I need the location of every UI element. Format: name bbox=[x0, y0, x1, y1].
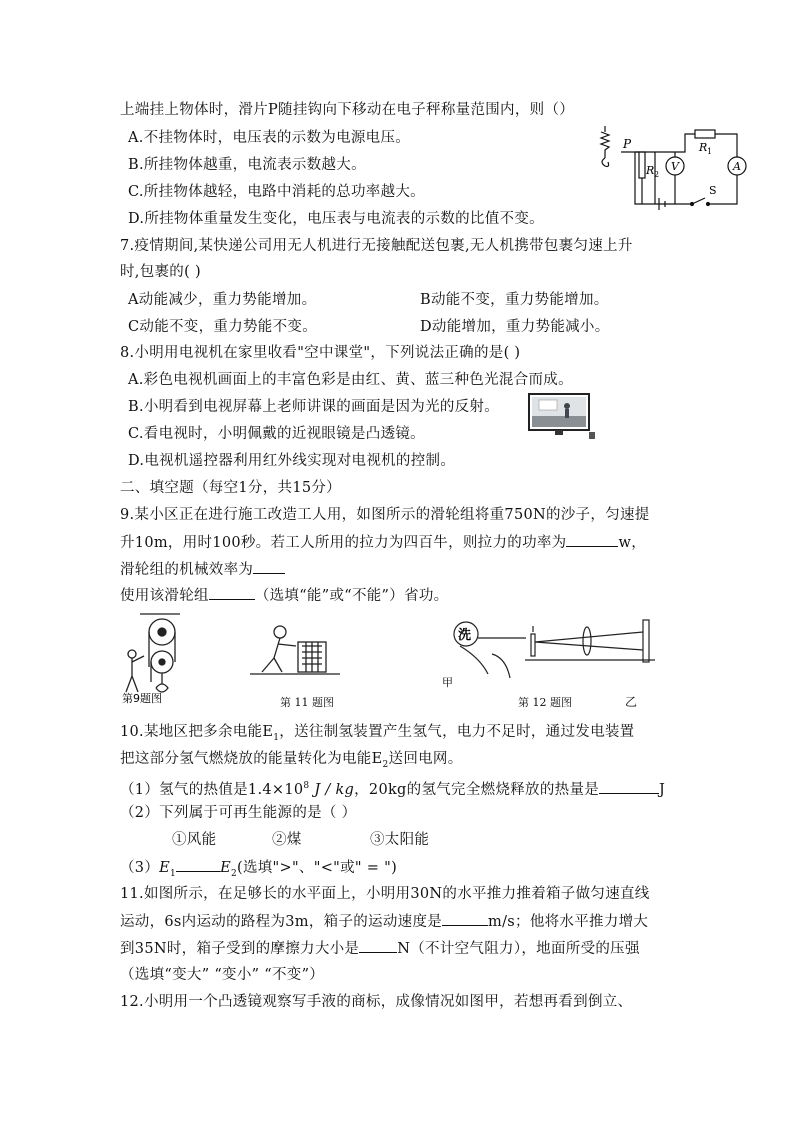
q7-option-b: B动能不变，重力势能增加。 bbox=[420, 292, 609, 308]
push-box-figure bbox=[240, 622, 350, 704]
q7-option-c: C动能不变，重力势能不变。 bbox=[128, 319, 317, 335]
label-a: A bbox=[733, 160, 741, 173]
q9-line-1: 9.某小区正在进行施工改造工人用，如图所示的滑轮组将重750N的沙子，匀速提 bbox=[120, 507, 650, 523]
q7-stem-2: 时,包裹的( ) bbox=[120, 264, 201, 280]
q8-stem: 8.小明用电视机在家里收看"空中课堂"，下列说法正确的是( ) bbox=[120, 345, 521, 361]
q9-l3-text: 滑轮组的机械效率为 bbox=[120, 562, 254, 578]
q8-option-d: D.电视机遥控器利用红外线实现对电视机的控制。 bbox=[128, 453, 456, 469]
tv-image bbox=[527, 392, 599, 442]
q10-e2-sub: 2 bbox=[230, 868, 237, 879]
q11-l2-text: 运动，6s内运动的路程为3m，箱子的运动速度是 bbox=[120, 914, 443, 930]
q7-option-d: D动能增加，重力势能减小。 bbox=[420, 319, 610, 335]
q10-line-1 bbox=[120, 722, 634, 748]
label-p: P bbox=[623, 137, 632, 151]
lens-bench-figure bbox=[525, 612, 665, 672]
q11-l2-text-b: m/s；他将水平推力增大 bbox=[488, 914, 649, 930]
q9-blank-power[interactable] bbox=[566, 532, 618, 547]
q11-line-2 bbox=[120, 911, 648, 932]
q10-blank-heat[interactable] bbox=[599, 779, 659, 794]
q8-option-a: A.彩色电视机画面上的丰富色彩是由红、黄、蓝三种色光混合而成。 bbox=[128, 372, 573, 388]
q6-option-c: C.所挂物体越轻，电路中消耗的总功率越大。 bbox=[128, 184, 425, 200]
q9-line-2 bbox=[120, 532, 646, 553]
cap12: 第 12 题图 bbox=[518, 696, 572, 709]
label-v: V bbox=[671, 160, 679, 173]
label-r2: R bbox=[646, 164, 655, 177]
label-r2-sub: 2 bbox=[654, 170, 660, 179]
q10-l2-text-b: 送回电网。 bbox=[388, 751, 463, 767]
q10-choice-3: ③太阳能 bbox=[370, 832, 430, 848]
q10-l1-text: 10.某地区把多余电能E bbox=[120, 724, 274, 740]
q10-line-2 bbox=[120, 749, 463, 775]
q10-l2-text: 把这部分氢气燃烧放的能量转化为电能E bbox=[120, 751, 383, 767]
q8-option-b: B.小明看到电视屏幕上老师讲课的画面是因为光的反射。 bbox=[128, 399, 500, 415]
lens-wash-figure bbox=[430, 618, 530, 688]
q10-s3-text: （3） bbox=[120, 860, 160, 876]
q11-l3-text: 到35N时，箱子受到的摩擦力大小是 bbox=[120, 941, 360, 957]
q10-sub-2: （2）下列属于可再生能源的是（ ） bbox=[120, 805, 357, 821]
q7-stem-1: 7.疫情期间,某快递公司用无人机进行无接触配送包裹,无人机携带包裹匀速上升 bbox=[120, 238, 633, 254]
label-yi: 乙 bbox=[625, 695, 638, 709]
q10-l1-sub: 1 bbox=[273, 732, 280, 743]
q6-option-a: A.不挂物体时，电压表的示数为电源电压。 bbox=[128, 130, 411, 146]
q10-s1-unit-j: J bbox=[659, 781, 666, 798]
q6-option-d: D.所挂物体重量发生变化，电压表与电流表的示数的比值不变。 bbox=[128, 211, 544, 227]
q10-s1-text-c: ，20kg的氢气完全燃烧释放的热量是 bbox=[354, 781, 600, 798]
q8-option-c: C.看电视时，小明佩戴的近视眼镜是凸透镜。 bbox=[128, 426, 425, 442]
q10-blank-compare[interactable] bbox=[176, 857, 220, 872]
q9-blank-efficiency[interactable] bbox=[253, 559, 285, 574]
q11-line-4: （选填“变大” “变小” “不变”） bbox=[120, 967, 325, 983]
q10-choice-1: ①风能 bbox=[172, 832, 217, 848]
q10-s3-text-b: (选填">"、"<"或" = ") bbox=[236, 860, 398, 876]
q10-sub-3 bbox=[120, 857, 397, 884]
cap11: 第 11 题图 bbox=[280, 696, 334, 709]
q9-line-3 bbox=[120, 559, 285, 580]
label-s: S bbox=[709, 184, 717, 197]
q11-line-3 bbox=[120, 938, 640, 959]
q10-e1-sub: 1 bbox=[170, 868, 177, 879]
q10-sub-1 bbox=[120, 776, 665, 800]
label-r1-sub: 1 bbox=[707, 147, 713, 156]
q10-s1-sup: 8 bbox=[303, 781, 310, 791]
q10-s1-unit: J / kg bbox=[309, 781, 355, 798]
q6-stem: 上端挂上物体时，滑片P随挂钩向下移动在电子秤称量范围内，则（） bbox=[120, 102, 575, 118]
q7-option-a: A动能减少，重力势能增加。 bbox=[128, 292, 317, 308]
q9-line-4 bbox=[120, 585, 448, 606]
q9-blank-save-work[interactable] bbox=[209, 585, 255, 600]
section-2-title: 二、填空题（每空1分，共15分） bbox=[120, 480, 341, 496]
q10-e2: E bbox=[220, 860, 231, 876]
q11-blank-speed[interactable] bbox=[442, 911, 488, 926]
q10-e1: E bbox=[159, 860, 171, 876]
circuit-diagram bbox=[595, 122, 750, 210]
q9-l4-text-b: （选填“能”或“不能”）省功。 bbox=[254, 588, 449, 604]
q10-choice-2: ②煤 bbox=[272, 832, 302, 848]
wash-label: 洗 bbox=[458, 628, 472, 643]
q6-option-b: B.所挂物体越重，电流表示数越大。 bbox=[128, 157, 366, 173]
q9-l2-unit: w， bbox=[618, 535, 646, 551]
q12-line-1: 12.小明用一个凸透镜观察写手液的商标，成像情况如图甲，若想再看到倒立、 bbox=[120, 994, 633, 1010]
q10-l2-sub: 2 bbox=[382, 759, 389, 770]
q11-l3-text-b: N（不计空气阻力），地面所受的压强 bbox=[397, 941, 640, 957]
q11-line-1: 11.如图所示，在足够长的水平面上，小明用30N的水平推力推着箱子做匀速直线 bbox=[120, 886, 650, 902]
q11-blank-friction[interactable] bbox=[359, 938, 397, 953]
cap9: 第9题图 bbox=[122, 692, 162, 704]
q10-s1-text: （1）氢气的热值是1.4×10 bbox=[120, 781, 304, 798]
label-r1: R bbox=[699, 141, 708, 154]
q9-l2-text: 升10m，用时100秒。若工人所用的拉力为四百牛，则拉力的功率为 bbox=[120, 535, 567, 551]
q9-l4-text: 使用该滑轮组 bbox=[120, 588, 209, 604]
q10-l1-text-b: ，送往制氢装置产生氢气，电力不足时，通过发电装置 bbox=[279, 724, 635, 740]
label-jia: 甲 bbox=[442, 676, 453, 688]
pulley-figure bbox=[120, 612, 190, 704]
